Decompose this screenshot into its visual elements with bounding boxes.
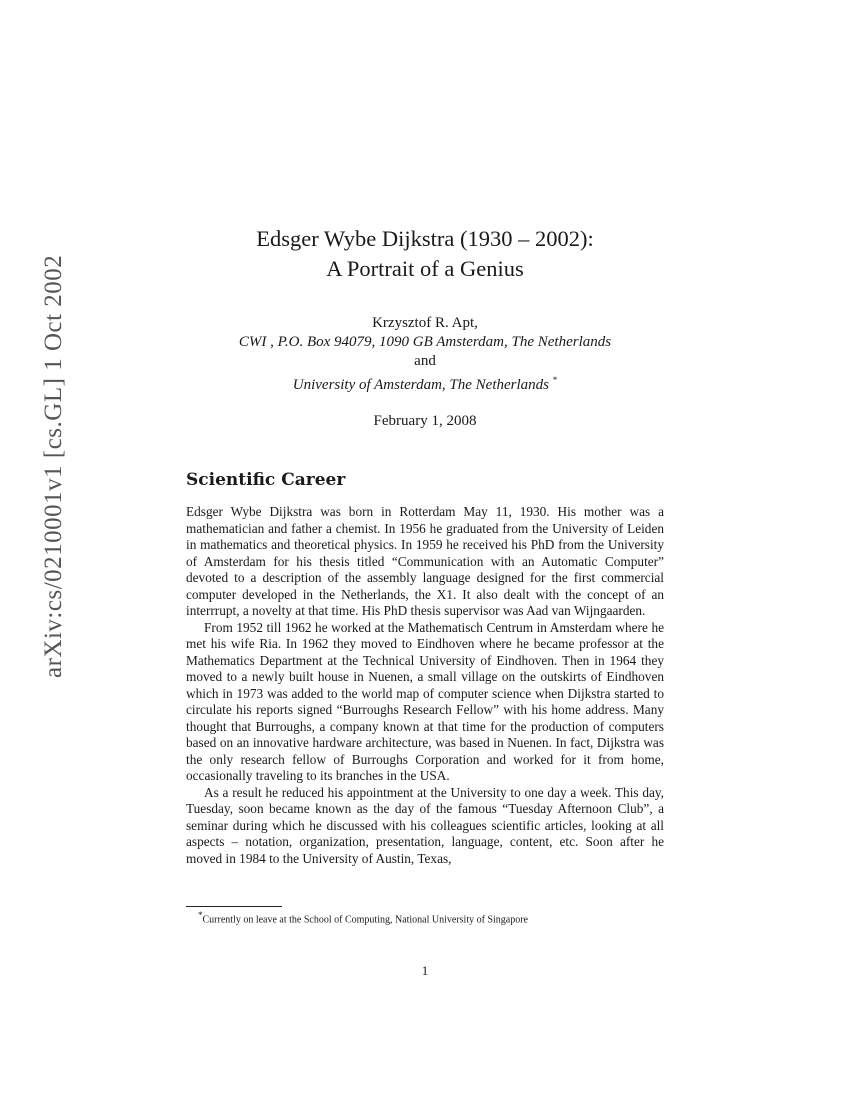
body-paragraph: Edsger Wybe Dijkstra was born in Rotterdam May 11, 1930. His mother was a mathematician and father a chemist. In 1956 he graduated from the University of Leiden in mathematics and theoretical physics. In 1959 he received his PhD from the University of Amsterdam for his thesis titled “Communication with an Automatic Computer” devoted to a description of the assembly language designed for the first commercial computer developed in the Netherlands, the X1. It also dealt with the concept of an interrrupt, a novelty at that time. His PhD thesis supervisor was Aad van Wijngaarden. xyxy=(186,504,664,618)
title-line-1: Edsger Wybe Dijkstra (1930 – 2002): xyxy=(256,226,594,251)
author-affiliation-1: CWI , P.O. Box 94079, 1090 GB Amsterdam, The Netherlands xyxy=(238,334,612,350)
section-body xyxy=(186,504,664,867)
footnote-marker[interactable]: * xyxy=(552,375,558,385)
author-name: Krzysztof R. Apt, xyxy=(372,315,478,331)
footnote-text: Currently on leave at the School of Computing, National University of Singapore xyxy=(202,914,528,926)
body-paragraph: From 1952 till 1962 he worked at the Mathematisch Centrum in Amsterdam where he met his wife Ria. In 1962 they moved to Eindhoven where he became professor at the Mathematics Department at the Technical University of Eindhoven. Then in 1964 they moved to a newly built house in Nuenen, a small village on the outskirts of Eindhoven which in 1973 was added to the world map of computer science when Dijkstra started to circulate his reports signed “Burroughs Research Fellow” with his home address. Many thought that Burroughs, a company known at that time for the production of computers based on an innovative hardware architecture, was based in Nuenen. In fact, Dijkstra was the only research fellow of Burroughs Corporation and worked for it from home, occasionally traveling to its branches in the USA. xyxy=(186,619,664,783)
affiliation-conjunction: and xyxy=(414,353,436,369)
footnote-rule xyxy=(186,906,282,907)
section-heading: Scientific Career xyxy=(186,470,346,490)
author-affiliation-2: University of Amsterdam, The Netherlands xyxy=(292,377,549,393)
footnote xyxy=(186,909,676,926)
page-number: 1 xyxy=(421,963,429,978)
title-line-2: A Portrait of a Genius xyxy=(326,256,524,281)
arxiv-identifier-stamp: arXiv:cs/0210001v1 [cs.GL] 1 Oct 2002 xyxy=(40,254,67,678)
title-block xyxy=(186,224,664,430)
author-block xyxy=(186,314,664,395)
footnote-mark: * xyxy=(198,910,203,920)
body-paragraph: As a result he reduced his appointment at the University to one day a week. This day, Tuesday, soon became known as the day of the famous “Tuesday Afternoon Club”, a seminar during which he discussed with his colleagues scientific articles, looking at all aspects – notation, organization, presentation, language, content, etc. Soon after he moved in 1984 to the University of Austin, Texas, xyxy=(186,784,664,866)
paper-title xyxy=(186,224,664,284)
paper-date: February 1, 2008 xyxy=(373,413,477,429)
